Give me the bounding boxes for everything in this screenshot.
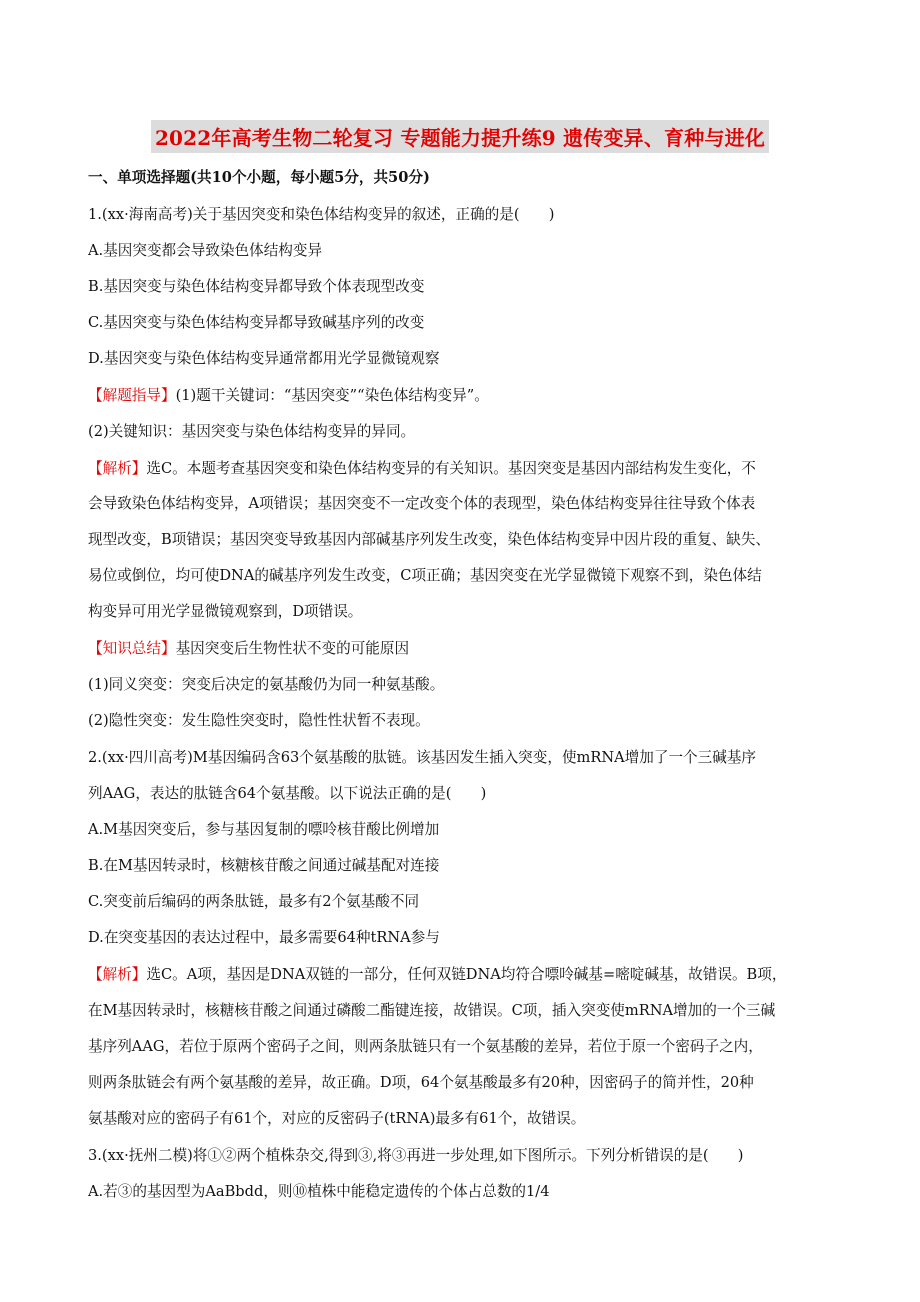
q1-option-d: D.基因突变与染色体结构变异通常都用光学显微镜观察 [88,350,440,367]
section-heading: 一、单项选择题(共10个小题，每小题5分，共50分) [88,169,430,186]
q1-analysis-line1 [88,457,838,478]
q1-summary1: (1)同义突变：突变后决定的氨基酸仍为同一种氨基酸。 [88,676,445,693]
q1-analysis4: 易位或倒位，均可使DNA的碱基序列发生改变，C项正确；基因突变在光学显微镜下观察不到，染色体结 [88,567,762,584]
q2-option-a: A.M基因突变后，参与基因复制的嘌呤核苷酸比例增加 [88,821,440,838]
q1-summary-title: 基因突变后生物性状不变的可能原因 [175,640,410,657]
q2-analysis2: 在M基因转录时，核糖核苷酸之间通过磷酸二酯键连接，故错误。C项，插入突变使mRNA增加的一个三碱 [88,1002,776,1019]
q2-option-c: C.突变前后编码的两条肽链，最多有2个氨基酸不同 [88,893,420,910]
q3-stem: 3.(xx·抚州二模)将①②两个植株杂交,得到③,将③再进一步处理,如下图所示。下列分析错误的是( ) [88,1147,744,1164]
q1-option-c: C.基因突变与染色体结构变异都导致碱基序列的改变 [88,314,425,331]
analysis-tag: 【解析】 [88,966,147,983]
q1-analysis5: 构变异可用光学显微镜观察到，D项错误。 [88,603,363,620]
document-title-wrap [0,120,920,153]
q1-hint1: (1)题干关键词：“基因突变”“染色体结构变异”。 [175,387,489,404]
analysis-tag: 【解析】 [88,460,147,477]
q2-analysis3: 基序列AAG，若位于原两个密码子之间，则两条肽链只有一个氨基酸的差异，若位于原一个密码子之内， [88,1038,763,1055]
summary-tag: 【知识总结】 [88,640,176,657]
q1-analysis2: 会导致染色体结构变异，A项错误；基因突变不一定改变个体的表现型，染色体结构变异往往导致个体表 [88,495,756,512]
q1-option-a: A.基因突变都会导致染色体结构变异 [88,242,323,259]
q1-option-b: B.基因突变与染色体结构变异都导致个体表现型改变 [88,278,425,295]
q1-stem: 1.(xx·海南高考)关于基因突变和染色体结构变异的叙述，正确的是( ) [88,206,555,223]
q1-analysis1: 选C。本题考查基因突变和染色体结构变异的有关知识。基因突变是基因内部结构发生变化，不 [146,460,756,477]
q1-analysis3: 现型改变，B项错误；基因突变导致基因内部碱基序列发生改变，染色体结构变异中因片段的重复、缺失、 [88,531,771,548]
q2-analysis1: 选C。A项，基因是DNA双链的一部分，任何双链DNA均符合嘌呤碱基=嘧啶碱基，故错误。B项， [146,966,787,983]
q2-option-b: B.在M基因转录时，核糖核苷酸之间通过碱基配对连接 [88,857,440,874]
q2-analysis4: 则两条肽链会有两个氨基酸的差异，故正确。D项，64个氨基酸最多有20种，因密码子的简并性，20种 [88,1074,754,1091]
q2-stem2: 列AAG，表达的肽链含64个氨基酸。以下说法正确的是( ) [88,785,487,802]
q1-hint2: (2)关键知识：基因突变与染色体结构变异的异同。 [88,423,416,440]
q1-summary-line [88,637,838,658]
q2-analysis-line1 [88,963,838,984]
q1-summary2: (2)隐性突变：发生隐性突变时，隐性性状暂不表现。 [88,712,430,729]
hint-tag: 【解题指导】 [88,387,176,404]
q3-option-a: A.若③的基因型为AaBbdd，则⑩植株中能稳定遗传的个体占总数的1/4 [88,1183,550,1200]
q1-hint-line [88,384,838,405]
document-title: 2022年高考生物二轮复习 专题能力提升练9 遗传变异、育种与进化 [151,120,769,153]
q2-stem1: 2.(xx·四川高考)M基因编码含63个氨基酸的肽链。该基因发生插入突变，使mRNA增加了一个三碱基序 [88,749,757,766]
q2-analysis5: 氨基酸对应的密码子有61个，对应的反密码子(tRNA)最多有61个，故错误。 [88,1110,586,1127]
q2-option-d: D.在突变基因的表达过程中，最多需要64种tRNA参与 [88,929,440,946]
